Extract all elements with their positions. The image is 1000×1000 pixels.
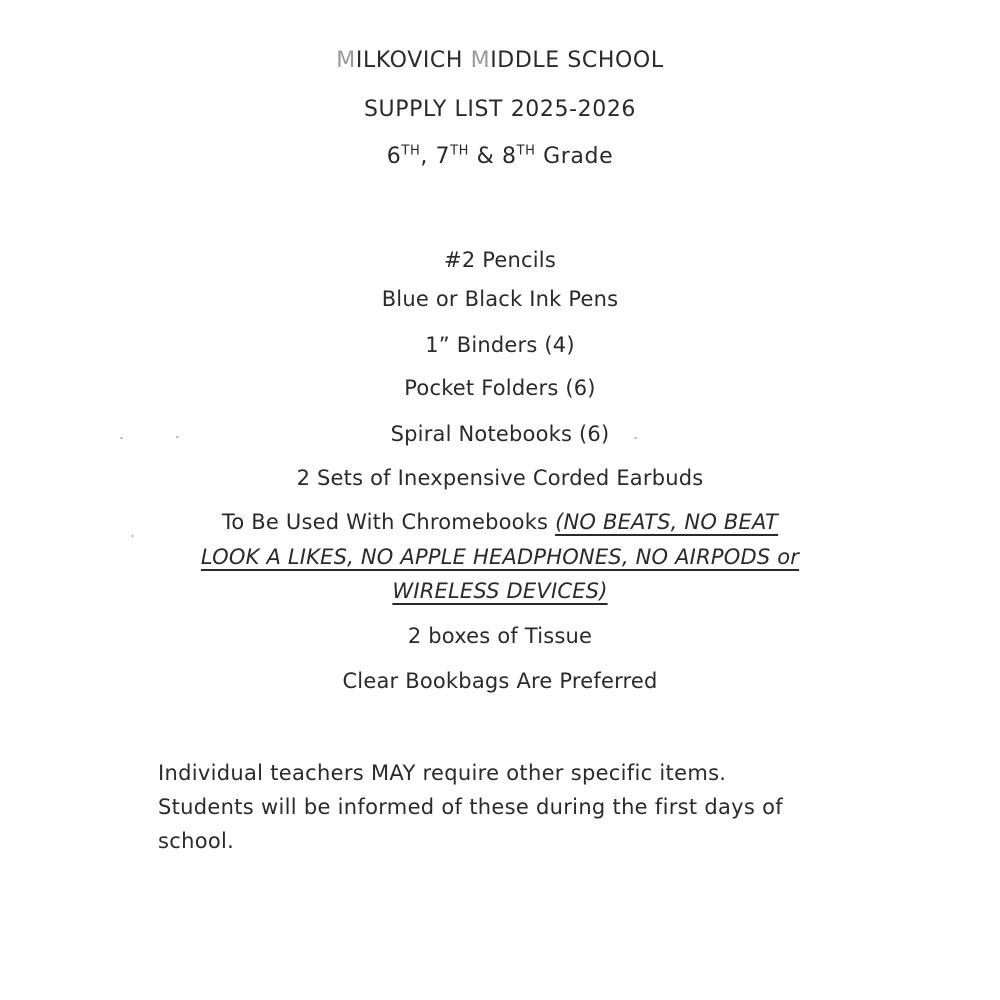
earbuds-restriction-line-2: LOOK A LIKES, NO APPLE HEADPHONES, NO AIRPODS or — [200, 545, 800, 569]
ordinal-suffix-8: TH — [516, 143, 536, 159]
grade-7: 7 — [435, 144, 451, 169]
supply-item-binders: 1” Binders (4) — [425, 333, 575, 357]
supply-item-earbuds: 2 Sets of Inexpensive Corded Earbuds — [296, 466, 704, 490]
grade-ampersand: & — [469, 144, 502, 169]
teachers-note-line: Individual teachers MAY require other specific items. — [158, 761, 727, 785]
supply-item-notebooks: Spiral Notebooks (6) — [390, 422, 610, 446]
school-name-initial-1: M — [336, 48, 356, 73]
earbuds-usage-note — [0, 510, 1000, 534]
grade-word: Grade — [535, 144, 614, 169]
school-name — [0, 48, 1000, 73]
earbuds-restriction-line-1: (NO BEATS, NO BEAT — [555, 510, 779, 534]
grade-comma: , — [420, 144, 436, 169]
grade-6: 6 — [386, 144, 402, 169]
teacher-requirements-note — [158, 756, 858, 858]
school-name-part-1: ILKOVICH — [355, 48, 471, 73]
school-name-part-2: IDDLE SCHOOL — [490, 48, 664, 73]
supply-item-pencils: #2 Pencils — [444, 248, 556, 272]
chromebooks-intro: To Be Used With Chromebooks — [221, 510, 556, 534]
scan-speck — [131, 535, 134, 537]
grade-levels — [0, 144, 1000, 169]
ordinal-suffix-7: TH — [450, 143, 470, 159]
supply-item-folders: Pocket Folders (6) — [404, 376, 596, 400]
scan-speck — [120, 437, 123, 439]
supply-item-bookbags: Clear Bookbags Are Preferred — [342, 669, 658, 693]
ordinal-suffix-6: TH — [401, 143, 421, 159]
scan-speck — [176, 436, 179, 438]
scan-speck — [634, 437, 637, 439]
earbuds-restriction-line-2-wrap — [0, 545, 1000, 569]
supply-item-tissue: 2 boxes of Tissue — [407, 624, 593, 648]
earbuds-restriction-line-3: WIRELESS DEVICES) — [392, 579, 608, 603]
earbuds-restriction-line-3-wrap — [0, 579, 1000, 603]
students-note-line-1: Students will be informed of these during the first days of — [158, 795, 783, 819]
supply-list-title: SUPPLY LIST 2025-2026 — [363, 97, 637, 122]
students-note-line-2: school. — [158, 829, 235, 853]
grade-8: 8 — [502, 144, 517, 169]
school-name-initial-2: M — [470, 48, 491, 73]
supply-item-pens: Blue or Black Ink Pens — [381, 287, 619, 311]
